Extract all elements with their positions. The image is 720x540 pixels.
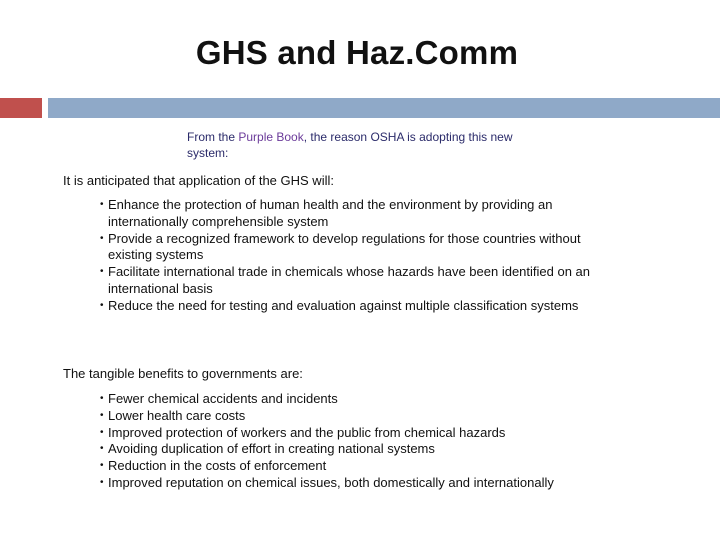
section1-heading: It is anticipated that application of the GHS will: xyxy=(63,173,334,188)
slide-title: GHS and Haz.Comm xyxy=(195,34,519,71)
section2-list xyxy=(100,391,700,492)
list-item: • Lower health care costs xyxy=(100,408,700,425)
section1-list xyxy=(100,197,620,315)
source-note xyxy=(187,129,527,161)
list-item: • Improved reputation on chemical issues, both domestically and internationally xyxy=(100,475,700,492)
list-item: • Enhance the protection of human health and the environment by providing an internationally comprehensible system xyxy=(100,197,620,231)
list-item: • Reduce the need for testing and evaluation against multiple classification systems xyxy=(100,298,620,315)
note-prefix: From the xyxy=(187,130,239,144)
list-item: • Facilitate international trade in chemicals whose hazards have been identified on an international basis xyxy=(100,264,620,298)
header-bar xyxy=(48,98,720,118)
accent-bar xyxy=(0,98,42,118)
list-item: • Avoiding duplication of effort in creating national systems xyxy=(100,441,700,458)
note-highlight: Purple Book xyxy=(238,130,304,144)
section2-heading: The tangible benefits to governments are: xyxy=(63,366,303,381)
list-item: • Reduction in the costs of enforcement xyxy=(100,458,700,475)
list-item: • Fewer chemical accidents and incidents xyxy=(100,391,700,408)
note-suffix: , the reason OSHA is adopting this new system: xyxy=(187,130,513,160)
list-item: • Provide a recognized framework to develop regulations for those countries without existing systems xyxy=(100,231,620,265)
list-item: • Improved protection of workers and the public from chemical hazards xyxy=(100,425,700,442)
